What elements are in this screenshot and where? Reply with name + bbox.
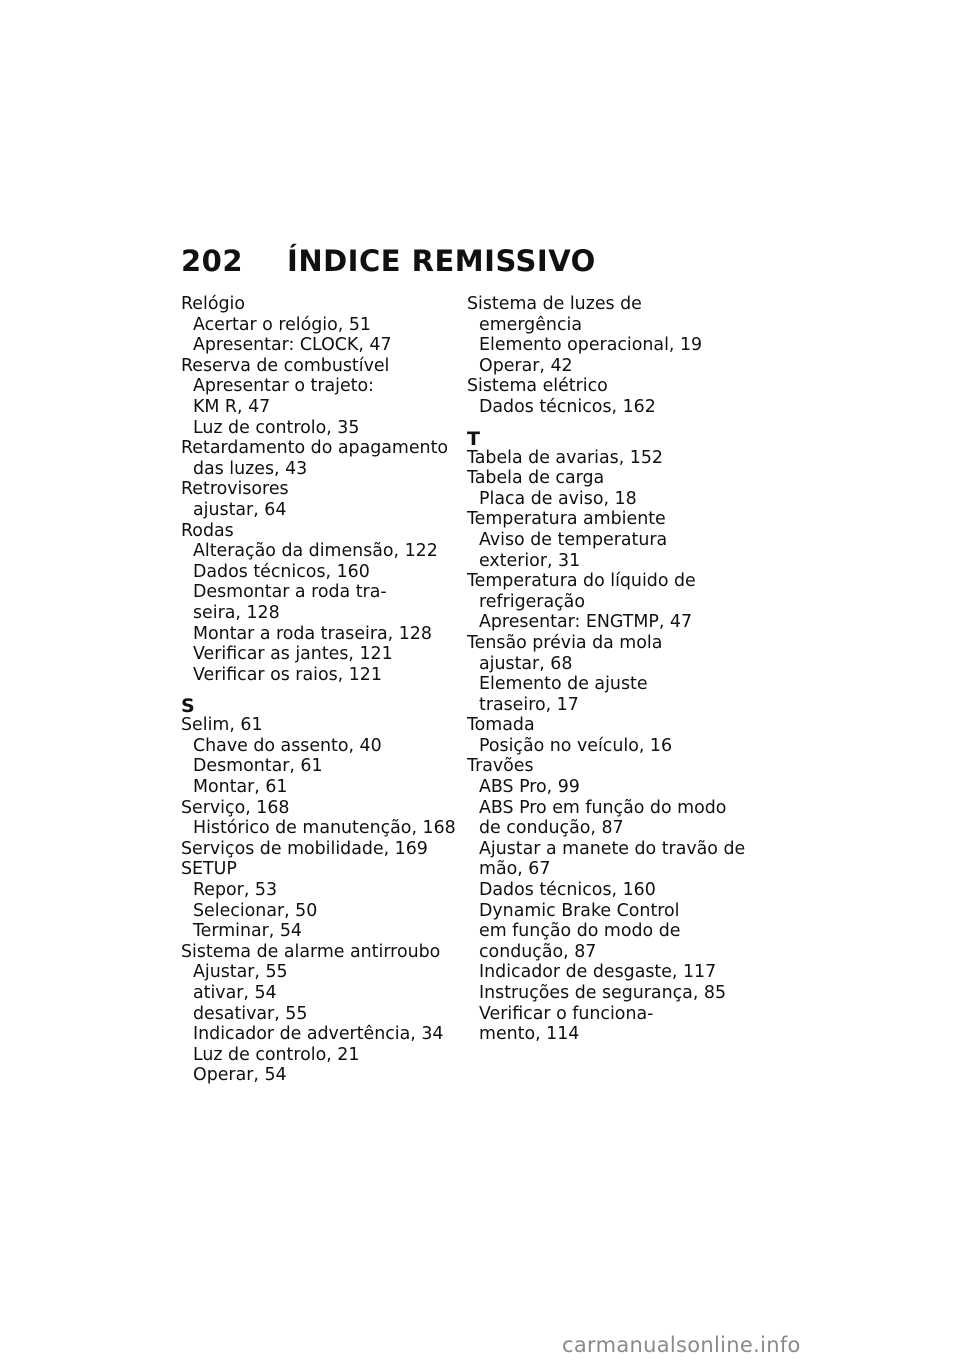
index-subentry: Apresentar: ENGTMP, 47 xyxy=(479,612,693,633)
index-entry: Travões xyxy=(467,756,534,777)
index-subentry: ajustar, 68 xyxy=(479,653,573,674)
index-entry: Temperatura do líquido de xyxy=(467,571,696,592)
index-entry: Tabela de carga xyxy=(467,468,605,489)
index-subentry: KM R, 47 xyxy=(193,396,271,417)
index-subentry: Apresentar: CLOCK, 47 xyxy=(193,335,392,356)
index-subentry: Indicador de desgaste, 117 xyxy=(479,962,717,983)
index-subentry: de condução, 87 xyxy=(479,818,624,839)
index-subentry: Dynamic Brake Control xyxy=(479,900,680,921)
index-subentry: ativar, 54 xyxy=(193,983,277,1003)
index-subentry: Montar, 61 xyxy=(193,777,288,798)
index-subentry: Verificar os raios, 121 xyxy=(193,664,382,685)
index-subentry: Verificar as jantes, 121 xyxy=(193,644,393,665)
index-entry: Retrovisores xyxy=(181,479,289,500)
index-entry: Rodas xyxy=(181,520,234,541)
index-entry: Reserva de combustível xyxy=(181,355,390,376)
index-subentry: seira, 128 xyxy=(193,602,280,623)
index-section-letter: S xyxy=(181,695,195,718)
index-entry: Serviços de mobilidade, 169 xyxy=(181,838,428,859)
index-entry: Sistema de alarme antirroubo xyxy=(181,941,441,962)
index-subentry: Operar, 54 xyxy=(193,1065,287,1086)
index-subentry: emergência xyxy=(479,314,582,335)
index-section-letter: T xyxy=(467,427,480,450)
index-subentry: Verificar o funciona- xyxy=(479,1003,654,1024)
index-subentry: Alteração da dimensão, 122 xyxy=(193,541,438,562)
index-subentry: mento, 114 xyxy=(479,1024,580,1045)
index-subentry: Histórico de manutenção, 168 xyxy=(193,818,456,839)
index-entry: Retardamento do apagamento xyxy=(181,438,449,459)
index-entry: Tabela de avarias, 152 xyxy=(467,447,663,468)
index-subentry: ajustar, 64 xyxy=(193,499,287,520)
index-entry: SETUP xyxy=(181,859,237,880)
index-column-left xyxy=(181,294,471,1086)
index-column-right xyxy=(467,294,757,1045)
index-subentry: em função do modo de xyxy=(479,921,681,942)
page-title: ÍNDICE REMISSIVO xyxy=(287,244,596,278)
index-entry: Tomada xyxy=(467,715,535,736)
index-subentry: refrigeração xyxy=(479,591,585,612)
index-entry: Sistema de luzes de xyxy=(467,294,642,314)
index-subentry: Elemento de ajuste xyxy=(479,674,648,695)
index-subentry: traseiro, 17 xyxy=(479,694,579,715)
index-subentry: Elemento operacional, 19 xyxy=(479,335,703,356)
index-subentry: desativar, 55 xyxy=(193,1003,308,1024)
index-subentry: Acertar o relógio, 51 xyxy=(193,314,371,335)
index-subentry: Ajustar, 55 xyxy=(193,962,288,983)
index-subentry: Desmontar a roda tra- xyxy=(193,582,387,603)
index-subentry: Indicador de advertência, 34 xyxy=(193,1024,444,1045)
index-subentry: Ajustar a manete do travão de xyxy=(479,838,746,859)
index-subentry: ABS Pro, 99 xyxy=(479,777,580,798)
index-subentry: condução, 87 xyxy=(479,941,597,962)
index-subentry: Repor, 53 xyxy=(193,880,278,901)
index-entry: Sistema elétrico xyxy=(467,376,608,397)
index-subentry: Apresentar o trajeto: xyxy=(193,376,374,397)
index-subentry: ABS Pro em função do modo xyxy=(479,797,727,818)
index-subentry: Montar a roda traseira, 128 xyxy=(193,623,432,644)
index-subentry: mão, 67 xyxy=(479,859,551,880)
index-entry: Temperatura ambiente xyxy=(467,509,666,530)
index-subentry: Placa de aviso, 18 xyxy=(479,488,637,509)
index-subentry: Desmontar, 61 xyxy=(193,756,323,777)
index-subentry: Dados técnicos, 162 xyxy=(479,396,656,417)
index-entry: Relógio xyxy=(181,294,245,314)
index-subentry: Dados técnicos, 160 xyxy=(193,561,370,582)
index-subentry: Aviso de temperatura xyxy=(479,529,668,550)
page-number: 202 xyxy=(181,244,244,278)
index-subentry: Chave do assento, 40 xyxy=(193,735,382,756)
index-subentry: Posição no veículo, 16 xyxy=(479,735,673,756)
index-entry: Tensão prévia da mola xyxy=(467,632,663,653)
index-subentry: das luzes, 43 xyxy=(193,458,308,479)
index-subentry: Luz de controlo, 21 xyxy=(193,1044,360,1065)
index-entry: Serviço, 168 xyxy=(181,797,290,818)
watermark-text: carmanualsonline.info xyxy=(562,1333,801,1357)
index-entry: Selim, 61 xyxy=(181,715,263,736)
index-subentry: Terminar, 54 xyxy=(193,921,302,942)
index-subentry: exterior, 31 xyxy=(479,550,581,571)
index-subentry: Selecionar, 50 xyxy=(193,900,318,921)
index-subentry: Dados técnicos, 160 xyxy=(479,880,656,901)
index-subentry: Operar, 42 xyxy=(479,355,573,376)
index-subentry: Luz de controlo, 35 xyxy=(193,417,360,438)
page-header xyxy=(181,244,596,278)
index-subentry: Instruções de segurança, 85 xyxy=(479,983,727,1003)
